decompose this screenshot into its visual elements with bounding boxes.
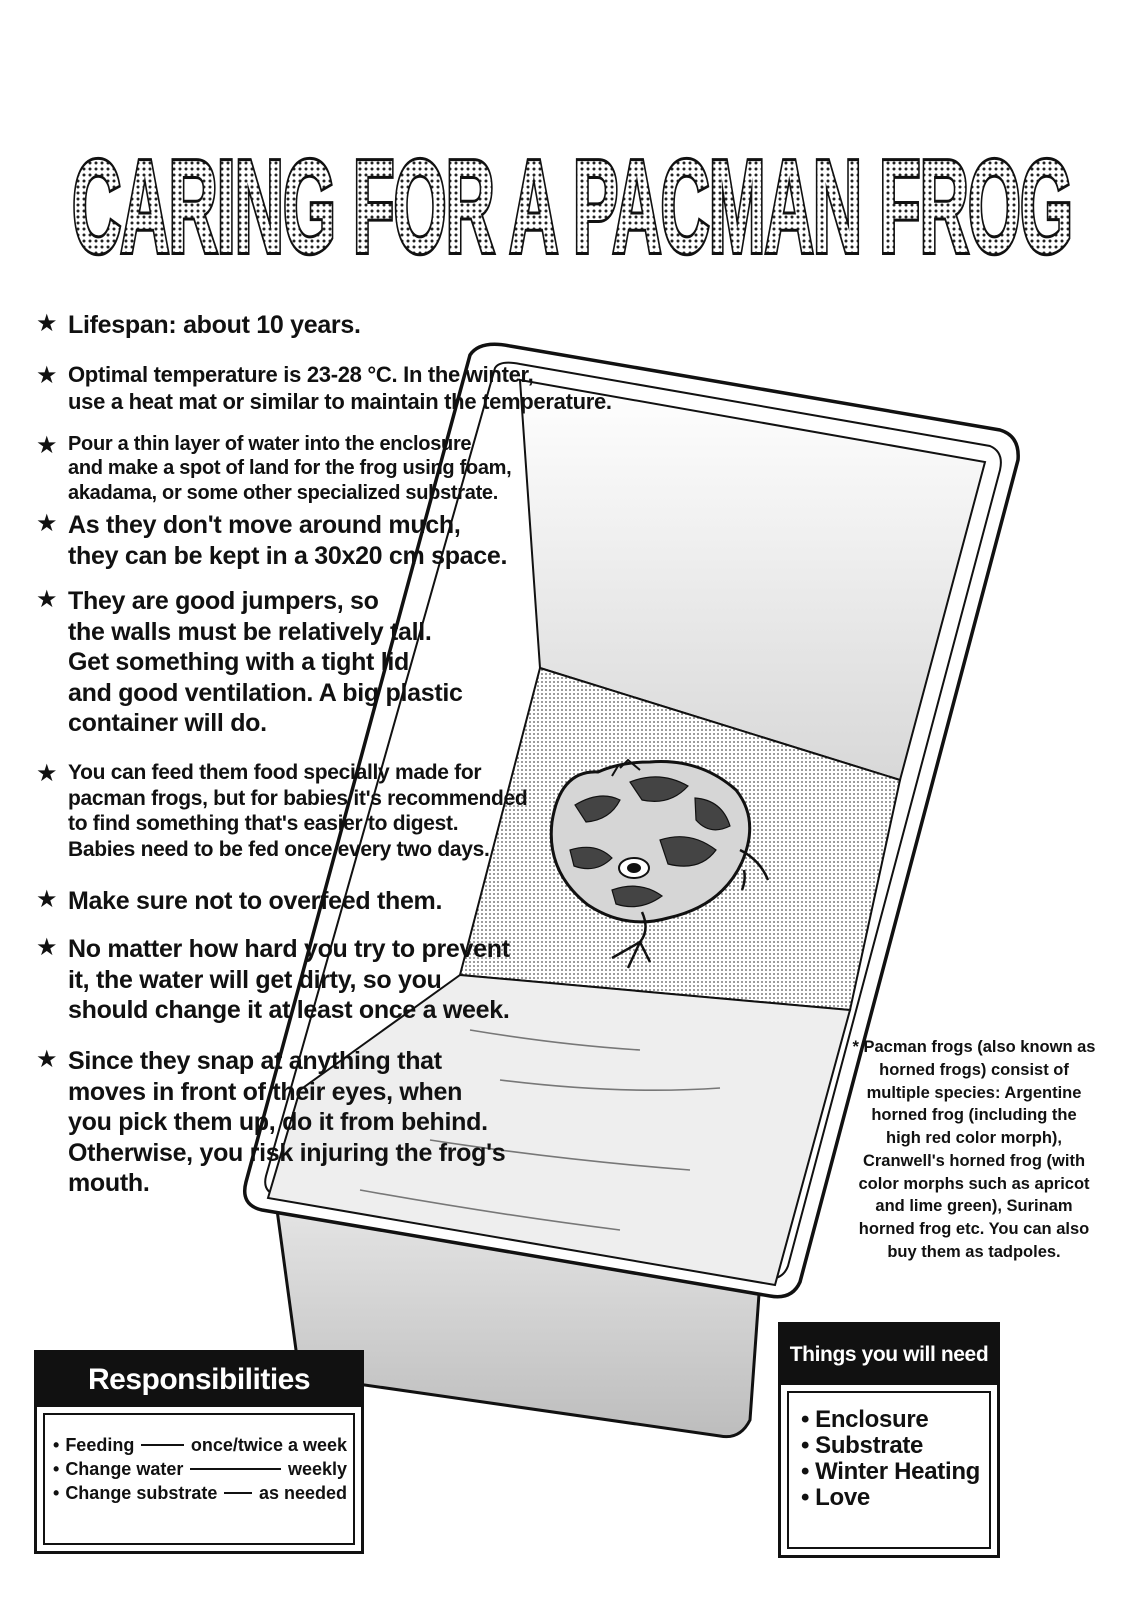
bullet-dot-icon: • <box>53 1483 60 1503</box>
responsibilities-heading: Responsibilities <box>37 1353 361 1407</box>
tip-walls-and-lid: ★ They are good jumpers, so the walls must be relatively tall. Get something with a tight lid and good ventilation. A big plastic container will do. <box>36 586 463 737</box>
bullet-dot-icon: • <box>801 1406 810 1433</box>
bullet-dot-icon: • <box>801 1432 810 1459</box>
tip-feeding: ★ You can feed them food specially made for pacman frogs, but for babies it's recommended to find something that's easier to digest. Babies need to be fed once every two days. <box>36 760 528 861</box>
tip-handling: ★ Since they snap at anything that moves in front of their eyes, when you pick them up, do it from behind. Otherwise, you risk injuring the frog's mouth. <box>36 1046 506 1197</box>
leader-line <box>141 1444 184 1446</box>
responsibility-row-change-water: • Change water weekly <box>53 1459 347 1479</box>
bullet-dot-icon: • <box>53 1435 60 1455</box>
list-item: • Enclosure <box>801 1406 929 1433</box>
list-item: • Love <box>801 1484 870 1511</box>
tip-water-and-land: ★ Pour a thin layer of water into the enclosure and make a spot of land for the frog using foam, akadama, or some other specialized substrate. <box>36 432 512 504</box>
things-needed-list <box>787 1391 991 1549</box>
star-icon: ★ <box>36 886 58 913</box>
responsibility-row-feeding: • Feeding once/twice a week <box>53 1435 347 1455</box>
star-icon: ★ <box>36 934 58 961</box>
page-title <box>0 70 1144 300</box>
list-item: • Winter Heating <box>801 1458 981 1485</box>
star-icon: ★ <box>36 510 58 537</box>
leader-line <box>190 1468 281 1470</box>
tip-space: ★ As they don't move around much, they can be kept in a 30x20 cm space. <box>36 510 508 570</box>
tip-water-change: ★ No matter how hard you try to prevent it, the water will get dirty, so you should change it at least once a week. <box>36 934 510 1024</box>
things-needed-heading: Things you will need <box>781 1325 997 1385</box>
leader-line <box>224 1492 252 1494</box>
bullet-dot-icon: • <box>801 1484 810 1511</box>
star-icon: ★ <box>36 760 58 787</box>
things-needed-box <box>778 1322 1000 1558</box>
star-icon: ★ <box>36 1046 58 1073</box>
star-icon: ★ <box>36 310 58 337</box>
star-icon: ★ <box>36 432 58 459</box>
species-footnote: * Pacman frogs (also known as horned frogs) consist of multiple species: Argentine horned frog (including the high red color morph), Cranwell's horned frog (with color morphs such as apricot and lime green), Surinam horned frog etc. You can also buy them as tadpoles. <box>852 1038 1096 1261</box>
responsibility-row-change-substrate: • Change substrate as needed <box>53 1483 347 1503</box>
list-item: • Substrate <box>801 1432 924 1459</box>
responsibilities-list <box>43 1413 355 1545</box>
tip-temperature: ★ Optimal temperature is 23-28 °C. In the winter, use a heat mat or similar to maintain the temperature. <box>36 362 612 414</box>
title-lettering <box>57 70 1087 300</box>
svg-text:Caring For a Pacman Frog: Caring For a Pacman Frog <box>72 133 1072 280</box>
bullet-dot-icon: • <box>53 1459 60 1479</box>
tip-lifespan: ★ Lifespan: about 10 years. <box>36 310 361 339</box>
responsibilities-box <box>34 1350 364 1554</box>
star-icon: ★ <box>36 586 58 613</box>
bullet-dot-icon: • <box>801 1458 810 1485</box>
star-icon: ★ <box>36 362 58 389</box>
tip-overfeeding: ★ Make sure not to overfeed them. <box>36 886 443 915</box>
